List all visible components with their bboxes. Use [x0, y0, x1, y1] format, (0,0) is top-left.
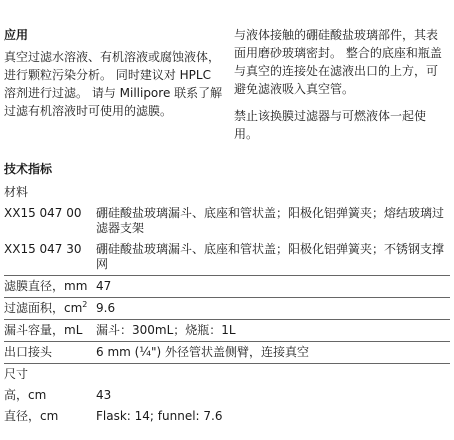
material-label: XX15 047 30 — [4, 242, 82, 256]
application-text: 真空过滤水溶液、有机溶液或腐蚀液体，进行颗粒污染分析。 同时建议对 HPLC 溶剂进行过滤。 请与 Millipore 联系了解过滤有机溶液时可使用的滤膜。 — [4, 50, 223, 118]
description-column — [234, 26, 448, 152]
material-label: XX15 047 00 — [4, 206, 82, 220]
dia-value: Flask: 14; funnel: 7.6 — [96, 409, 223, 423]
description-text-2: 禁止该换膜过滤器与可燃液体一起使用。 — [234, 109, 427, 141]
table-row — [4, 298, 450, 320]
table-row — [4, 203, 450, 239]
table-row — [4, 239, 450, 276]
specs-table — [4, 182, 450, 427]
description-text-1: 与液体接触的硼硅酸盐玻璃部件，其表面用磨砂玻璃密封。 整合的底座和瓶盖与真空的连接处在滤液出口的上方，可避免滤液吸入真空管。 — [234, 28, 442, 96]
area-label: 过滤面积，$cm^2$ — [4, 300, 88, 315]
specs-heading: 技术指标 — [4, 162, 53, 176]
dimensions-heading: 尺寸 — [4, 367, 29, 381]
diameter-label: 滤膜直径，mm — [4, 279, 88, 293]
diameter-value: 47 — [96, 279, 112, 293]
dia-label: 直径，cm — [4, 409, 59, 423]
table-row — [4, 385, 450, 406]
application-column — [4, 26, 224, 129]
area-value: 9.6 — [96, 301, 116, 315]
height-label: 高，cm — [4, 388, 47, 402]
outlet-value: 6 mm (¼") 外径管状盖侧臂，连接真空 — [96, 345, 309, 359]
capacity-value: 漏斗：300mL；烧瓶：1L — [96, 323, 236, 337]
table-row — [4, 320, 450, 342]
materials-heading: 材料 — [4, 185, 29, 199]
dimensions-heading-row — [4, 364, 450, 385]
materials-heading-row — [4, 182, 450, 203]
material-value: 硼硅酸盐玻璃漏斗、底座和管状盖；阳极化铝弹簧夹；熔结玻璃过滤器支架 — [96, 206, 445, 235]
outlet-label: 出口接头 — [4, 345, 53, 359]
height-value: 43 — [96, 388, 112, 402]
table-row — [4, 342, 450, 364]
application-heading: 应用 — [4, 28, 29, 42]
table-row — [4, 276, 450, 298]
table-row — [4, 406, 450, 427]
capacity-label: 漏斗容量，mL — [4, 323, 83, 337]
material-value: 硼硅酸盐玻璃漏斗、底座和管状盖；阳极化铝弹簧夹；不锈钢支撑网 — [96, 242, 445, 271]
